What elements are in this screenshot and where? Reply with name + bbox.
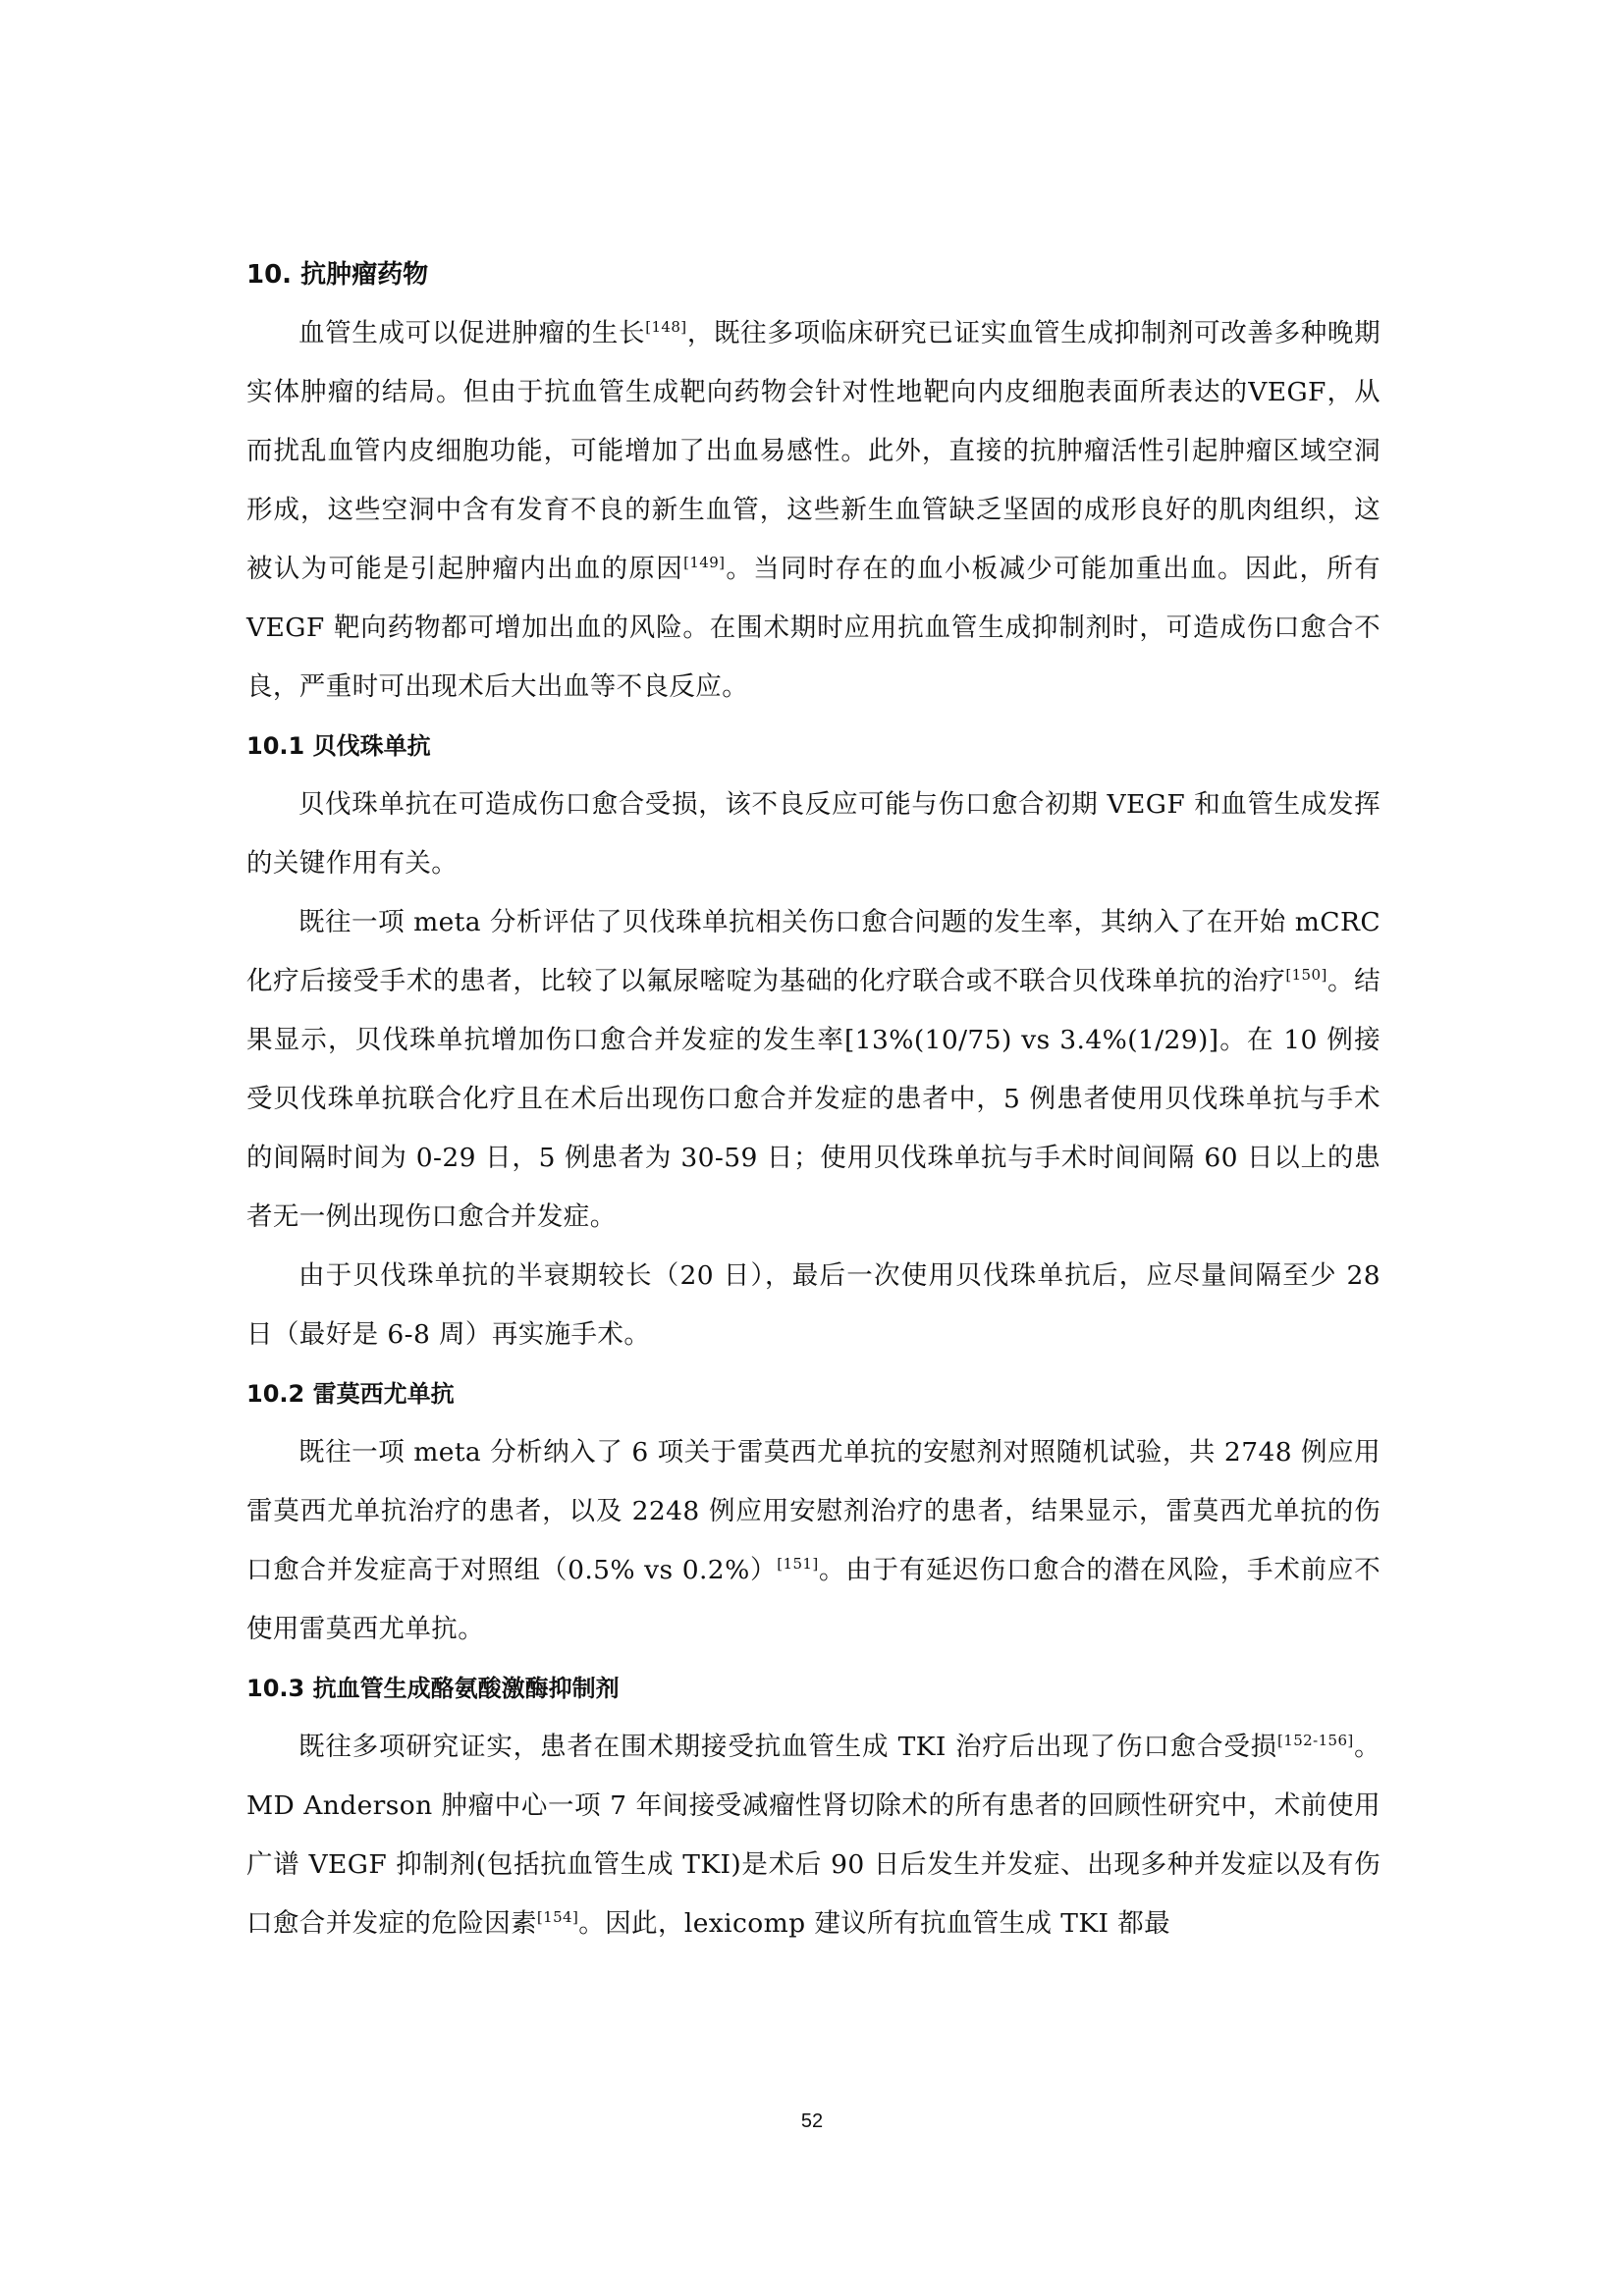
citation: [154] xyxy=(536,1908,579,1926)
paragraph: 贝伐珠单抗在可造成伤口愈合受损，该不良反应可能与伤口愈合初期 VEGF 和血管生成发挥的关键作用有关。 xyxy=(246,789,1380,879)
paragraph xyxy=(246,1718,1380,1953)
citation: [151] xyxy=(777,1555,819,1573)
citation: [152-156] xyxy=(1277,1732,1354,1749)
section-heading-10-3: 10.3 抗血管生成酪氨酸激酶抑制剂 xyxy=(246,1675,620,1702)
text-run: 。由于有延迟伤口愈合的潜在风险，手术前应不使用雷莫西尤单抗。 xyxy=(246,1555,1380,1644)
text-run: 。MD Anderson 肿瘤中心一项 7 年间接受减瘤性肾切除术的所有患者的回顾性研究中，术前使用广谱 VEGF 抑制剂(包括抗血管生成 TKI)是术后 90 日后发生并发症、出现多种并发症以及有伤口愈合并发症的危险因素 xyxy=(246,1732,1380,1939)
page-content xyxy=(246,245,1380,1953)
intro-paragraph xyxy=(246,304,1380,717)
text-run: ，既往多项临床研究已证实血管生成抑制剂可改善多种晚期实体肿瘤的结局。但由于抗血管生成靶向药物会针对性地靶向内皮细胞表面所表达的VEGF，从而扰乱血管内皮细胞功能，可能增加了出血易感性。此外，直接的抗肿瘤活性引起肿瘤区域空洞形成，这些空洞中含有发育不良的新生血管，这些新生血管缺乏坚固的成形良好的肌肉组织，这被认为可能是引起肿瘤内出血的原因 xyxy=(246,318,1380,584)
paragraph: 由于贝伐珠单抗的半衰期较长（20 日），最后一次使用贝伐珠单抗后，应尽量间隔至少 28 日（最好是 6-8 周）再实施手术。 xyxy=(246,1260,1380,1350)
paragraph xyxy=(246,1423,1380,1659)
chapter-heading: 10. 抗肿瘤药物 xyxy=(246,260,429,290)
text-run: 既往一项 meta 分析纳入了 6 项关于雷莫西尤单抗的安慰剂对照随机试验，共 2748 例应用雷莫西尤单抗治疗的患者，以及 2248 例应用安慰剂治疗的患者，结果显示，雷莫西尤单抗的伤口愈合并发症高于对照组（0.5% vs 0.2%） xyxy=(246,1437,1380,1585)
text-run: 。当同时存在的血小板减少可能加重出血。因此，所有 VEGF 靶向药物都可增加出血的风险。在围术期时应用抗血管生成抑制剂时，可造成伤口愈合不良，严重时可出现术后大出血等不良反应。 xyxy=(246,554,1380,702)
section-heading-10-1: 10.1 贝伐珠单抗 xyxy=(246,732,431,760)
text-run: 既往一项 meta 分析评估了贝伐珠单抗相关伤口愈合问题的发生率，其纳入了在开始 mCRC 化疗后接受手术的患者，比较了以氟尿嘧啶为基础的化疗联合或不联合贝伐珠单抗的治疗 xyxy=(246,907,1380,996)
citation: [148] xyxy=(645,318,687,336)
paragraph xyxy=(246,893,1380,1247)
section-heading-10-2: 10.2 雷莫西尤单抗 xyxy=(246,1380,455,1408)
text-run: 。结果显示，贝伐珠单抗增加伤口愈合并发症的发生率[13%(10/75) vs 3.4%(1/29)]。在 10 例接受贝伐珠单抗联合化疗且在术后出现伤口愈合并发症的患者中，5 例患者使用贝伐珠单抗与手术的间隔时间为 0-29 日，5 例患者为 30-59 日；使用贝伐珠单抗与手术时间间隔 60 日以上的患者无一例出现伤口愈合并发症。 xyxy=(246,966,1380,1232)
text-run: 血管生成可以促进肿瘤的生长 xyxy=(298,318,646,348)
text-run: 既往多项研究证实，患者在围术期接受抗血管生成 TKI 治疗后出现了伤口愈合受损 xyxy=(298,1732,1278,1762)
citation: [149] xyxy=(683,554,726,571)
citation: [150] xyxy=(1285,966,1327,984)
page-number: 52 xyxy=(800,2110,824,2132)
text-run: 。因此，lexicomp 建议所有抗血管生成 TKI 都最 xyxy=(578,1908,1171,1939)
